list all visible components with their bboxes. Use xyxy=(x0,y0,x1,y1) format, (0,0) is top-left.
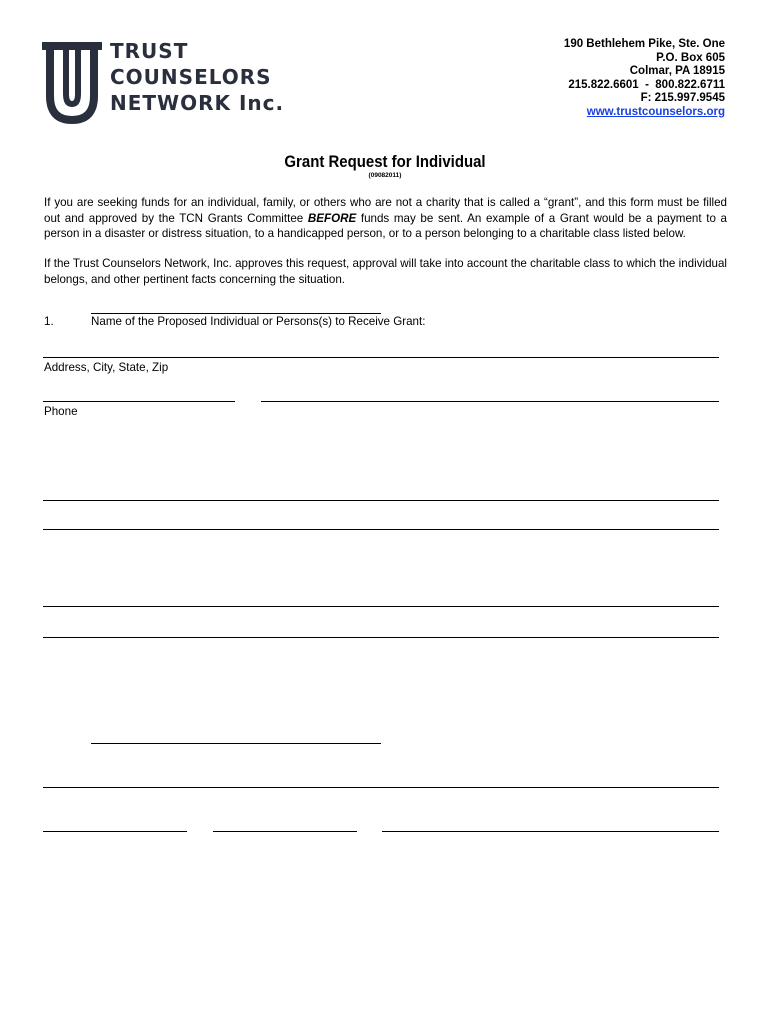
logo-line-trust: TRUST xyxy=(110,39,189,63)
address-street: 190 Bethlehem Pike, Ste. One xyxy=(563,38,725,50)
approval-paragraph: If the Trust Counselors Network, Inc. approves this request, approval will take into account the charitable class to which the individual belongs, and other pertinent facts concerning the situation. xyxy=(44,257,727,286)
address-block xyxy=(564,38,725,119)
answer-line-2[interactable] xyxy=(43,529,719,530)
answer-line-1[interactable] xyxy=(43,500,719,501)
logo-line-counselors: COUNSELORS xyxy=(110,65,272,89)
answer-line-6[interactable] xyxy=(43,787,719,788)
answer-line-7a[interactable] xyxy=(43,831,187,832)
address-po-box: P.O. Box 605 xyxy=(656,51,725,64)
tcn-logo-icon xyxy=(40,38,104,128)
answer-line-4[interactable] xyxy=(43,637,719,638)
item1-number: 1. xyxy=(44,315,54,328)
address-city: Colmar, PA 18915 xyxy=(629,65,725,77)
intro-text-a: If you are seeking funds for an individual, family, or others who are not a charity that is called a “grant”, and this form must be filled out and approved by the TCN Grants Committee xyxy=(44,196,727,225)
logo-line-network: NETWORK Inc. xyxy=(110,91,285,115)
address-fax: F: 215.997.9545 xyxy=(640,92,725,104)
intro-text-b: funds may be sent. An example of a Grant would be a payment to a person in a disaster or distress situation, to a handicapped person, or to a person belonging to a charitable class listed below. xyxy=(44,211,727,240)
address-phones: 215.822.6601 - 800.822.6711 xyxy=(568,78,725,91)
address-field-left[interactable] xyxy=(43,401,235,402)
answer-line-5[interactable] xyxy=(91,743,381,744)
address-field-right[interactable] xyxy=(261,401,719,402)
item1-label: Name of the Proposed Individual or Persons(s) to Receive Grant: xyxy=(91,315,426,328)
logo-wordmark xyxy=(110,38,284,116)
intro-text-bold: BEFORE xyxy=(307,211,357,225)
item1-top-line xyxy=(91,313,381,314)
form-code: (09082011) xyxy=(368,172,402,179)
answer-line-7b[interactable] xyxy=(213,831,357,832)
answer-line-3[interactable] xyxy=(43,606,719,607)
answer-line-7c[interactable] xyxy=(382,831,719,832)
form-title: Grant Request for Individual xyxy=(284,152,486,171)
recipient-name-field[interactable] xyxy=(43,357,719,358)
phone-label: Phone xyxy=(44,405,78,418)
address-label: Address, City, State, Zip xyxy=(44,361,169,374)
website-link[interactable]: www.trustcounselors.org xyxy=(586,105,725,118)
intro-paragraph xyxy=(44,195,727,242)
